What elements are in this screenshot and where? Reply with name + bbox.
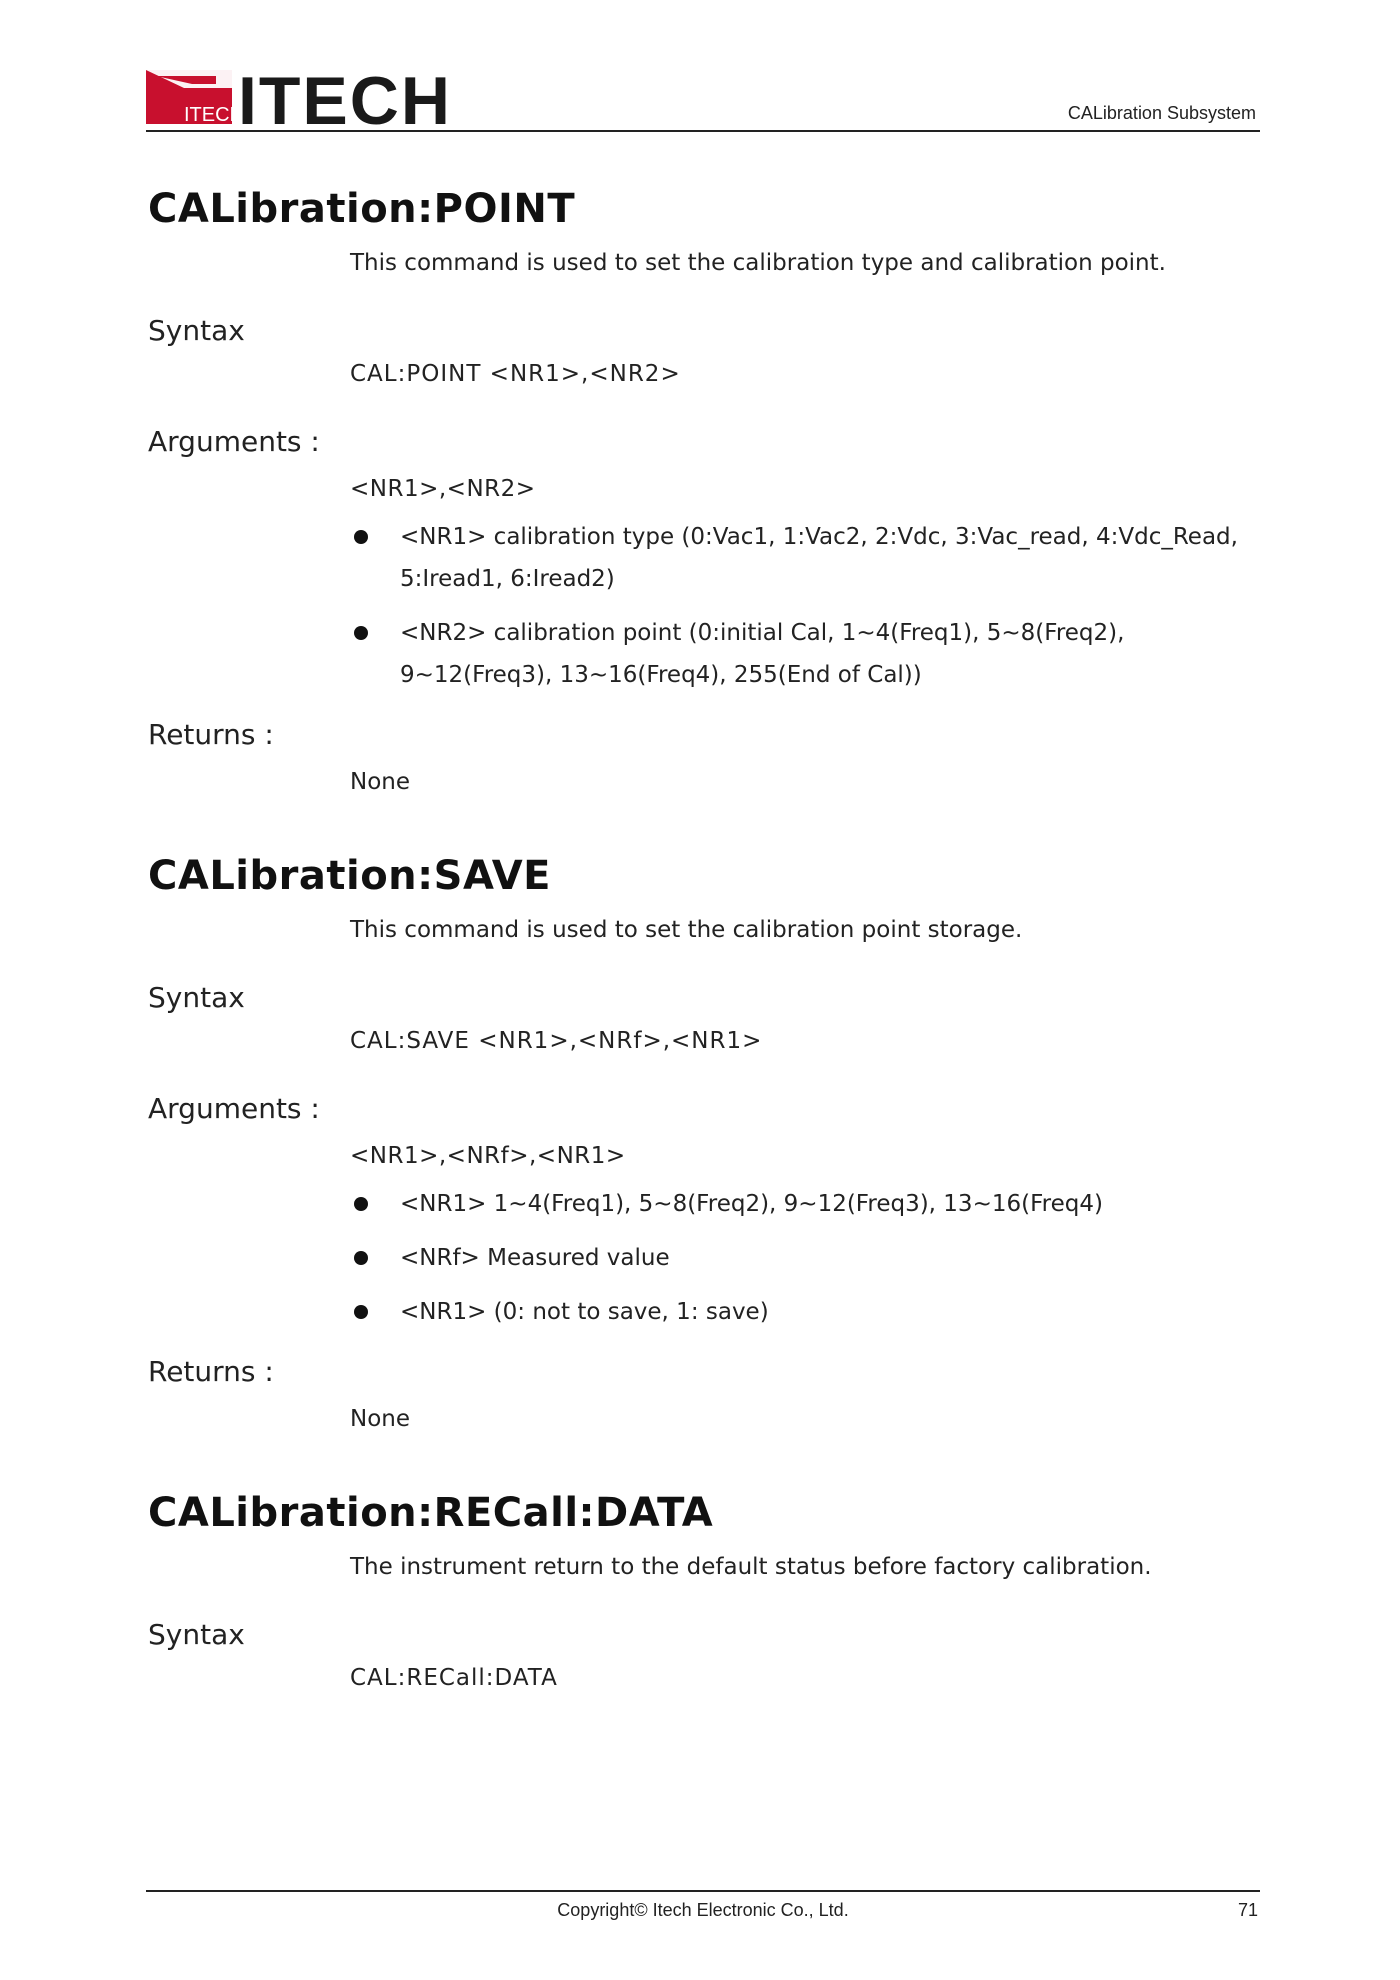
document-body — [148, 186, 1268, 1749]
list-item — [350, 516, 1268, 600]
list-item — [350, 1183, 1268, 1225]
command-title: CALibration:POINT — [148, 186, 576, 232]
page-footer — [146, 1890, 1260, 1932]
list-item-text: <NR1> calibration type (0:Vac1, 1:Vac2, 2:Vdc, 3:Vac_read, 4:Vdc_Read, 5:Iread1, 6:Iread2) — [400, 524, 1238, 592]
list-item — [350, 1237, 1268, 1279]
logo-badge-text: ITECH — [184, 104, 244, 126]
command-section-point — [148, 186, 1268, 795]
itech-logo-graphic — [146, 68, 466, 128]
command-title: CALibration:SAVE — [148, 853, 551, 899]
arguments-heading: Arguments : — [148, 425, 320, 458]
command-section-save — [148, 853, 1268, 1432]
copyright-text: Copyright© Itech Electronic Co., Ltd. — [557, 1900, 849, 1920]
arguments-heading: Arguments : — [148, 1092, 320, 1125]
command-description: The instrument return to the default status before factory calibration. — [350, 1554, 1152, 1580]
syntax-text: CAL:SAVE <NR1>,<NRf>,<NR1> — [350, 1028, 763, 1054]
bullet-icon — [354, 530, 368, 544]
list-item — [350, 612, 1268, 696]
bullet-icon — [354, 626, 368, 640]
arguments-text: <NR1>,<NR2> — [350, 476, 536, 502]
list-item-text: <NR2> calibration point (0:initial Cal, 1~4(Freq1), 5~8(Freq2), 9~12(Freq3), 13~16(Freq4), 255(End of Cal)) — [400, 620, 1125, 688]
command-description: This command is used to set the calibration point storage. — [350, 917, 1023, 943]
syntax-heading: Syntax — [148, 1618, 245, 1651]
returns-text: None — [350, 769, 411, 795]
list-item-text: <NR1> 1~4(Freq1), 5~8(Freq2), 9~12(Freq3), 13~16(Freq4) — [400, 1191, 1103, 1217]
header-section-title: CALibration Subsystem — [1067, 103, 1256, 123]
argument-list — [350, 1183, 1268, 1333]
command-section-recall-data — [148, 1490, 1268, 1691]
argument-list — [350, 516, 1268, 696]
command-description: This command is used to set the calibration type and calibration point. — [350, 250, 1166, 276]
itech-logo — [146, 70, 466, 128]
bullet-icon — [354, 1305, 368, 1319]
page-header — [146, 66, 1260, 132]
syntax-heading: Syntax — [148, 981, 245, 1014]
command-title: CALibration:RECall:DATA — [148, 1490, 714, 1536]
syntax-text: CAL:POINT <NR1>,<NR2> — [350, 361, 681, 387]
list-item-text: <NRf> Measured value — [400, 1245, 670, 1271]
list-item-text: <NR1> (0: not to save, 1: save) — [400, 1299, 769, 1325]
bullet-icon — [354, 1251, 368, 1265]
syntax-text: CAL:RECall:DATA — [350, 1665, 558, 1691]
returns-text: None — [350, 1406, 411, 1432]
arguments-text: <NR1>,<NRf>,<NR1> — [350, 1143, 626, 1169]
page-number: 71 — [1237, 1900, 1258, 1920]
syntax-heading: Syntax — [148, 314, 245, 347]
logo-wordmark: ITECH — [238, 68, 452, 128]
list-item — [350, 1291, 1268, 1333]
returns-heading: Returns : — [148, 1355, 274, 1388]
returns-heading: Returns : — [148, 718, 274, 751]
bullet-icon — [354, 1197, 368, 1211]
